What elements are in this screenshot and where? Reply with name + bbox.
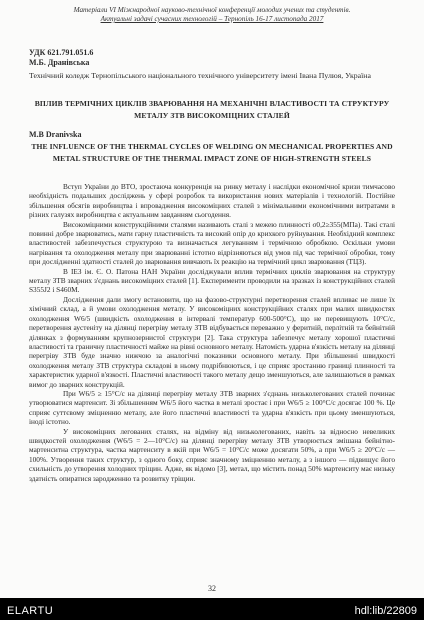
author-en: M.B Dranivska <box>29 130 82 139</box>
udk-code: УДК 621.791.051.6 <box>29 48 94 57</box>
paragraph: В ІЕЗ ім. Є. О. Патона НАН України досліджували вплив термічних циклів зварювання на структуру металу ЗТВ зварних з'єднань високоміцних сталей [1]. Експерименти проводили на зразках із конструкційних сталей S355J2 і S460M. <box>29 266 395 295</box>
title-en: THE INFLUENCE OF THE THERMAL CYCLES OF WELDING ON MECHANICAL PROPERTIES AND METAL STRUCTURE OF THE THERMAL IMPACT ZONE OF HIGH-STRENGTH STEELS <box>31 142 393 163</box>
author-ua: М.Б. Дранівська <box>29 58 90 67</box>
paragraph: Вступ України до ВТО, зростаюча конкуренція на ринку металу і наслідки економічної кризи тимчасово необхідність подальших досліджень у сфері розробок та використання нових матеріалів і технологій. Постійне збільшення обсягів виробництва і впровадження високоміцних сталей з мінімальними економічними витратами в різних галузях виробництва є актуальним завданням сьогодення. <box>29 182 395 220</box>
paragraph: При W6/5 ≥ 15°С/с на ділянці перегріву металу ЗТВ зварних з'єднань низьколегованих сталей починає утворюватися мартенсит. Зі збільшенням W6/5 його частка в металі зростає і при W6/5 ≥ 100°С/с досягає 100 %. Це сприяє суттєвому зміцненню металу, але його пластичні властивості та ударна в'язкість при цьому зменшуються, іноді істотно. <box>29 388 395 427</box>
paragraph: Високоміцними конструкційними сталями називають сталі з межею плинності σ0,2≥355(МПа). Такі сталі повинні добре зварюватись, мати гарну пластичність та високий опір до крихкого руйнування. Необхідний комплекс властивостей забезпечується структурою та визначається легуванням і термічною обробкою. Оскільки умови нагрівання та охолодження металу при зварюванні істотно відрізняються від умов під час термічної обробки, тому при дослідженні здатності сталей до зварювання вивчають їх реакцію на термічний цикл зварювання (ТЦЗ). <box>29 219 395 267</box>
page-number: 32 <box>208 584 216 593</box>
paragraph: У високоміцних легованих сталях, на відміну від низьколегованих, навіть за відносно невеликих швидкостей охолодження (W6/5 = 2—10°С/с) на ділянці перегріву металу ЗТВ утворюється змішана бейнітно-мартенситна структура, частка мартенситу в якій при W6/5 = 10°С/с може досягати 50%, а при W6/5 ≥ 20°С/с — 100%. Утворення таких структур, з одного боку, сприяє значному зміцненню металу, а з іншого — підвищує його схильність до утворення холодних тріщин. Адже, як відомо [3], метал, що містить понад 50% мартенситу має низьку здатність опиратися зародженню та розвитку тріщин. <box>29 426 395 483</box>
body-text <box>29 182 395 483</box>
affiliation: Технічний коледж Тернопільського національного технічного університету імені Івана Пулюя, Україна <box>29 71 371 80</box>
conference-header-line2: Актуальні задачі сучасних технологій – Тернопіль 16-17 листопада 2017 <box>100 15 324 23</box>
conference-header-line1: Матеріали VI Міжнародної науково-технічної конференції молодих учених та студентів. <box>73 6 351 14</box>
title-ua: ВПЛИВ ТЕРМІЧНИХ ЦИКЛІВ ЗВАРЮВАННЯ НА МЕХАНІЧНІ ВЛАСТИВОСТІ ТА СТРУКТУРУ МЕТАЛУ ЗТВ ВИСОКОМІЦНИХ СТАЛЕЙ <box>34 99 390 120</box>
paragraph: Дослідження дали змогу встановити, що на фазово-структурні перетворення сталей впливає не лише їх хімічний склад, а й умови охолодження металу. У високоміцних конструкційних сталях при малих швидкостях охолодження W6/5 (швидкість охолодження в інтервалі температур 600-500°С), що не перевищують 10°С/с, перетворення аустеніту на ділянці перегріву металу ЗТВ відбувається переважно у феритній, перлітній та бейнітній ділянках з формуванням крупнозернистої структури [2]. Така структура забезпечує металу хорошої пластичні властивості та граничну пластичності майже на рівні основного металу. Натомість ударна в'язкість металу на ділянці перегріву ЗТВ буде значно нижчою за аналогічні показники основного металу. При збільшенні швидкості охолодження металу ЗТВ структура складові в ньому подрібнюються, і це сприяє зростанню границі плинності та характеристик ударної в'язкості. Пластичні властивості такого металу дещо зменшуються, але залишаються в рамках вимог до зварних конструкцій. <box>29 294 395 389</box>
footer-repository-name: ELARTU <box>7 605 54 617</box>
conference-header <box>0 6 424 24</box>
footer-handle: hdl:lib/22809 <box>354 605 417 617</box>
